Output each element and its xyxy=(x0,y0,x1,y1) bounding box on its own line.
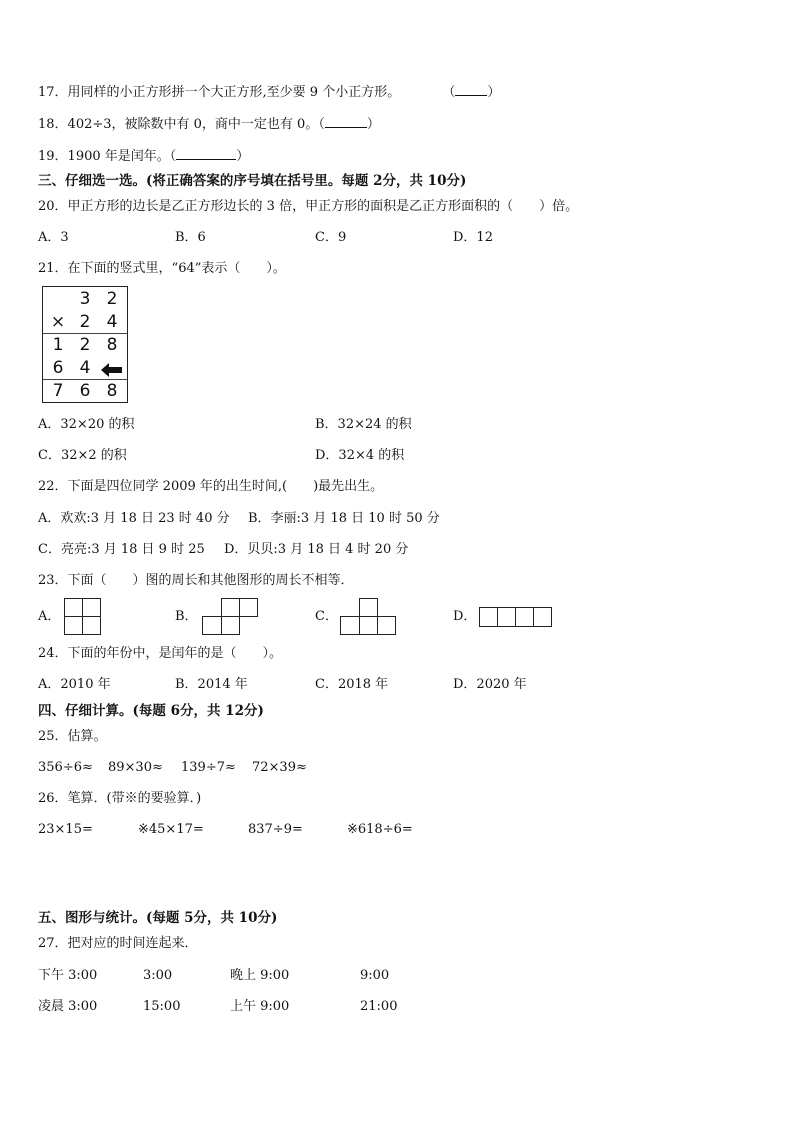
question-27-text: 27．把对应的时间连起来． xyxy=(38,936,198,951)
answer-blank-17[interactable] xyxy=(455,83,487,96)
estimate-item-4: 72×39≈ xyxy=(252,760,307,775)
question-21-text: 21．在下面的竖式里，“64”表示（ ）。 xyxy=(38,261,286,276)
estimate-item-1: 356÷6≈ xyxy=(38,760,93,775)
question-19 xyxy=(38,147,249,165)
calc-r2-c2: 2 xyxy=(79,312,91,332)
q23-option-b[interactable]: B． xyxy=(175,609,198,624)
q21-option-b[interactable]: B．32×24 的积 xyxy=(315,417,412,432)
time-r2-c4[interactable]: 21:00 xyxy=(360,999,398,1014)
calc-r1-c3: 2 xyxy=(106,289,118,309)
time-r1-c4[interactable]: 9:00 xyxy=(360,968,390,983)
answer-paren-close: ） xyxy=(236,149,250,164)
answer-blank-18[interactable] xyxy=(325,115,367,128)
q23-option-c[interactable]: C． xyxy=(315,609,338,624)
q24-option-b[interactable]: B．2014 年 xyxy=(175,677,248,692)
question-22-text: 22．下面是四位同学 2009 年的出生时间,( )最先出生。 xyxy=(38,479,384,494)
question-18 xyxy=(38,115,380,133)
q22-option-c[interactable]: C．亮亮:3 月 18 日 9 时 25 xyxy=(38,542,205,557)
vertical-multiplication xyxy=(42,286,128,403)
estimate-item-2: 89×30≈ xyxy=(108,760,163,775)
calc-r5-c2: 6 xyxy=(79,381,91,401)
calc-r5-c1: 7 xyxy=(52,381,64,401)
question-19-text: 19．1900 年是闰年。（ xyxy=(38,149,177,164)
q20-option-a[interactable]: A．3 xyxy=(38,230,69,245)
time-r2-c2[interactable]: 15:00 xyxy=(143,999,181,1014)
question-17 xyxy=(38,83,500,101)
q20-option-c[interactable]: C．9 xyxy=(315,230,347,245)
q20-option-b[interactable]: B．6 xyxy=(175,230,206,245)
q22-option-b[interactable]: B．李丽:3 月 18 日 10 时 50 分 xyxy=(248,511,440,526)
q24-option-a[interactable]: A．2010 年 xyxy=(38,677,111,692)
calc-r3-c2: 2 xyxy=(79,335,91,355)
calc-r2-c3: 4 xyxy=(106,312,118,332)
calc-r3-c3: 8 xyxy=(106,335,118,355)
q23-shape-c-tshape xyxy=(340,598,398,637)
q21-option-d[interactable]: D．32×4 的积 xyxy=(315,448,405,463)
written-calc-item-1: 23×15= xyxy=(38,822,93,837)
question-18-text: 18．402÷3，被除数中有 0，商中一定也有 0。（ xyxy=(38,117,325,132)
answer-paren-close: ） xyxy=(366,117,380,132)
q24-option-c[interactable]: C．2018 年 xyxy=(315,677,389,692)
q21-option-c[interactable]: C．32×2 的积 xyxy=(38,448,127,463)
question-25-text: 25．估算。 xyxy=(38,729,107,744)
time-r1-c2[interactable]: 3:00 xyxy=(143,968,173,983)
section-5-heading: 五、图形与统计。(每题 5分，共 10分) xyxy=(38,910,278,926)
written-calc-item-2: ※45×17= xyxy=(138,822,204,837)
time-r1-c3[interactable]: 晚上 9:00 xyxy=(230,968,290,983)
question-20-text: 20．甲正方形的边长是乙正方形边长的 3 倍，甲正方形的面积是乙正方形面积的（ ）倍。 xyxy=(38,199,579,214)
answer-blank-19[interactable] xyxy=(176,147,236,160)
question-23-text: 23．下面（ ）图的周长和其他图形的周长不相等． xyxy=(38,573,354,588)
section-3-heading: 三、仔细选一选。(将正确答案的序号填在括号里。每题 2分，共 10分) xyxy=(38,173,467,189)
estimate-item-3: 139÷7≈ xyxy=(181,760,236,775)
q23-option-d[interactable]: D． xyxy=(453,609,477,624)
answer-paren-close: ） xyxy=(487,85,501,100)
calc-r5-c3: 8 xyxy=(106,381,118,401)
q20-option-d[interactable]: D．12 xyxy=(453,230,493,245)
q24-option-d[interactable]: D．2020 年 xyxy=(453,677,527,692)
time-r2-c1[interactable]: 凌晨 3:00 xyxy=(38,999,98,1014)
q23-shape-a-square-grid xyxy=(64,598,102,636)
section-4-heading: 四、仔细计算。(每题 6分，共 12分) xyxy=(38,703,264,719)
question-24-text: 24．下面的年份中，是闰年的是（ ）。 xyxy=(38,646,283,661)
q21-option-a[interactable]: A．32×20 的积 xyxy=(38,417,135,432)
question-17-text: 17．用同样的小正方形拼一个大正方形,至少要 9 个小正方形。 xyxy=(38,85,401,100)
time-r1-c1[interactable]: 下午 3:00 xyxy=(38,968,98,983)
calc-r4-c1: 6 xyxy=(52,358,64,378)
calc-r1-c2: 3 xyxy=(79,289,91,309)
calc-r3-c1: 1 xyxy=(52,335,64,355)
answer-paren-open: （ xyxy=(442,85,456,100)
written-calc-item-3: 837÷9= xyxy=(248,822,303,837)
time-r2-c3[interactable]: 上午 9:00 xyxy=(230,999,290,1014)
q23-option-a[interactable]: A． xyxy=(38,609,61,624)
q22-option-d[interactable]: D．贝贝:3 月 18 日 4 时 20 分 xyxy=(224,542,409,557)
q23-shape-d-row xyxy=(479,607,553,628)
written-calc-item-4: ※618÷6= xyxy=(347,822,413,837)
q22-option-a[interactable]: A．欢欢:3 月 18 日 23 时 40 分 xyxy=(38,511,230,526)
calc-r4-c2: 4 xyxy=(79,358,91,378)
question-26-text: 26．笔算．(带※的要验算．) xyxy=(38,791,202,806)
calc-multiply-sign: × xyxy=(50,312,66,332)
q23-shape-b-step xyxy=(202,598,260,637)
